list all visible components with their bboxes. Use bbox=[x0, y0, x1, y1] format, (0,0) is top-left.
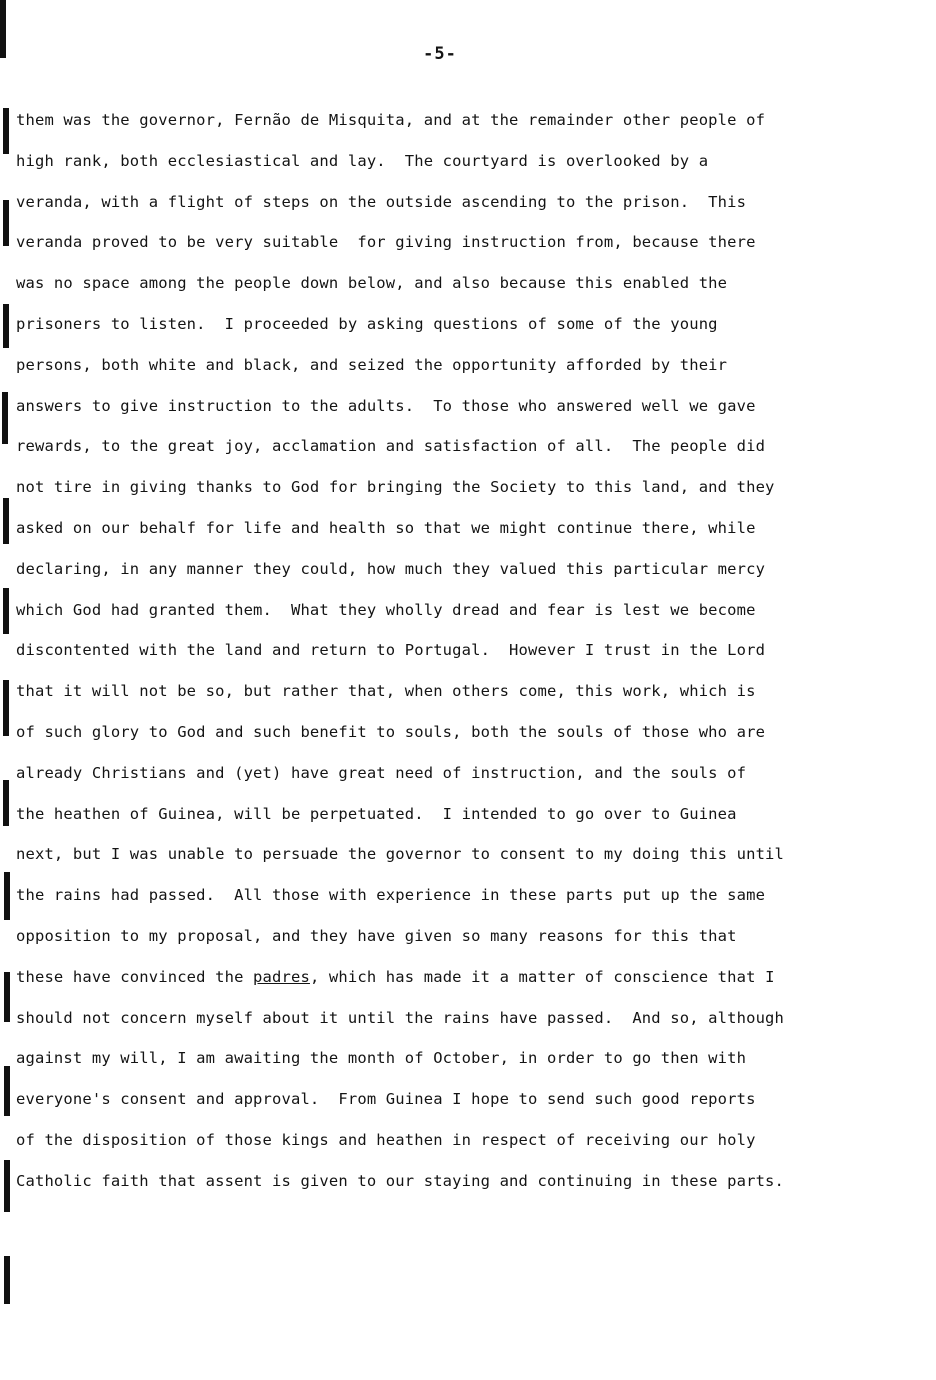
text-line: high rank, both ecclesiastical and lay. The courtyard is overlooked by a bbox=[16, 151, 709, 170]
body-text bbox=[16, 100, 926, 1202]
text-line: veranda proved to be very suitable for giving instruction from, because there bbox=[16, 233, 756, 252]
text-line: rewards, to the great joy, acclamation and satisfaction of all. The people did bbox=[16, 437, 766, 456]
margin-mark bbox=[3, 588, 9, 634]
margin-mark bbox=[3, 680, 9, 736]
margin-mark bbox=[4, 1160, 10, 1212]
margin-mark bbox=[4, 1066, 10, 1116]
text-line: veranda, with a flight of steps on the outside ascending to the prison. This bbox=[16, 192, 747, 211]
margin-mark bbox=[4, 1256, 10, 1304]
page-number: -5- bbox=[423, 44, 457, 64]
text-line: not tire in giving thanks to God for bringing the Society to this land, and they bbox=[16, 478, 775, 497]
text-line: the rains had passed. All those with experience in these parts put up the same bbox=[16, 886, 766, 905]
text-line: next, but I was unable to persuade the governor to consent to my doing this until bbox=[16, 845, 785, 864]
text-line: everyone's consent and approval. From Guinea I hope to send such good reports bbox=[16, 1090, 756, 1109]
margin-mark bbox=[4, 972, 10, 1022]
text-line: that it will not be so, but rather that, when others come, this work, which is bbox=[16, 682, 756, 701]
text-line: which God had granted them. What they wholly dread and fear is lest we become bbox=[16, 600, 756, 619]
margin-mark bbox=[3, 780, 9, 826]
text-line: of such glory to God and such benefit to souls, both the souls of those who are bbox=[16, 722, 766, 741]
margin-mark bbox=[4, 872, 10, 920]
text-line: discontented with the land and return to Portugal. However I trust in the Lord bbox=[16, 641, 766, 660]
text-line: answers to give instruction to the adults. To those who answered well we gave bbox=[16, 396, 756, 415]
text-line: opposition to my proposal, and they have given so many reasons for this that bbox=[16, 926, 737, 945]
text-line: prisoners to listen. I proceeded by asking questions of some of the young bbox=[16, 314, 718, 333]
text-line: the heathen of Guinea, will be perpetuated. I intended to go over to Guinea bbox=[16, 804, 737, 823]
text-line: asked on our behalf for life and health so that we might continue there, while bbox=[16, 518, 756, 537]
text-line: persons, both white and black, and seized the opportunity afforded by their bbox=[16, 355, 728, 374]
text-line: was no space among the people down below, and also because this enabled the bbox=[16, 274, 728, 293]
text-line: declaring, in any manner they could, how much they valued this particular mercy bbox=[16, 559, 766, 578]
margin-mark bbox=[3, 200, 9, 246]
underlined-word: padres bbox=[253, 967, 310, 986]
text-segment: these have convinced the bbox=[16, 967, 254, 986]
text-line: should not concern myself about it until the rains have passed. And so, although bbox=[16, 1008, 785, 1027]
margin-mark bbox=[2, 392, 8, 444]
text-segment: , which has made it a matter of conscience that I bbox=[309, 967, 775, 986]
text-line: Catholic faith that assent is given to our staying and continuing in these parts. bbox=[16, 1171, 785, 1190]
margin-mark bbox=[3, 304, 9, 348]
margin-mark bbox=[3, 108, 9, 154]
text-line: them was the governor, Fernão de Misquita, and at the remainder other people of bbox=[16, 111, 766, 129]
text-line bbox=[16, 957, 926, 998]
text-line: of the disposition of those kings and heathen in respect of receiving our holy bbox=[16, 1130, 756, 1149]
margin-mark bbox=[3, 498, 9, 544]
text-line: already Christians and (yet) have great need of instruction, and the souls of bbox=[16, 763, 747, 782]
text-line: against my will, I am awaiting the month of October, in order to go then with bbox=[16, 1049, 747, 1068]
